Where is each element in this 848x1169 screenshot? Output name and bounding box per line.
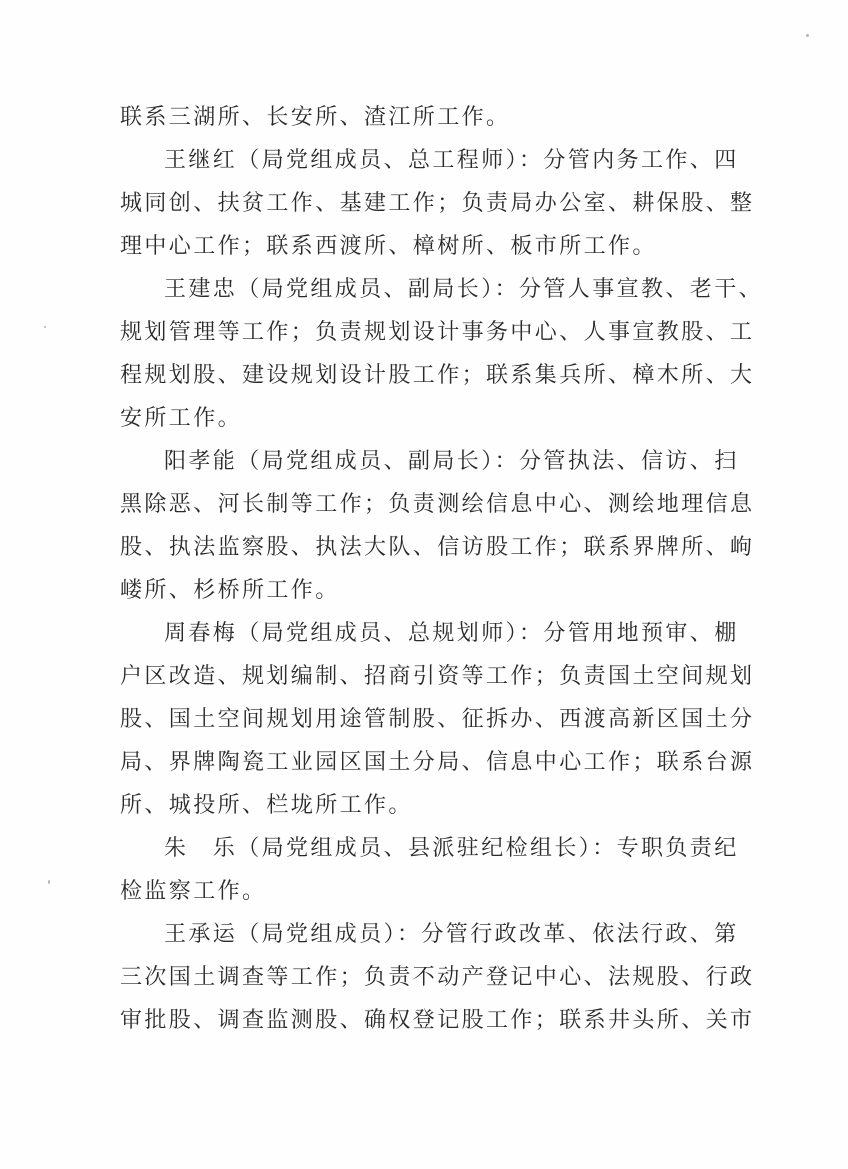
scan-speck — [44, 326, 46, 328]
text-line: 局、界牌陶瓷工业园区国土分局、信息中心工作；联系台源 — [120, 750, 755, 775]
paragraph-start-line: 周春梅（局党组成员、总规划师）：分管用地预审、棚 — [164, 621, 739, 646]
text-line: 户区改造、规划编制、招商引资等工作；负责国土空间规划 — [120, 664, 755, 689]
text-line: 三次国土调查等工作；负责不动产登记中心、法规股、行政 — [120, 965, 755, 990]
text-line: 规划管理等工作；负责规划设计事务中心、人事宣教股、工 — [120, 320, 755, 345]
text-line: 股、国土空间规划用途管制股、征拆办、西渡高新区国土分 — [120, 707, 755, 732]
text-line: 安所工作。 — [120, 406, 243, 431]
paragraph-start-line: 阳孝能（局党组成员、副局长）：分管执法、信访、扫 — [164, 449, 739, 474]
text-line: 检监察工作。 — [120, 879, 267, 904]
document-body — [120, 96, 764, 1042]
text-line: 嵝所、杉桥所工作。 — [120, 578, 340, 603]
text-line: 程规划股、建设规划设计股工作；联系集兵所、樟木所、大 — [120, 363, 755, 388]
text-line: 理中心工作；联系西渡所、樟树所、板市所工作。 — [120, 234, 657, 259]
scan-speck — [48, 880, 50, 884]
paragraph-start-line: 王承运（局党组成员）：分管行政改革、依法行政、第 — [164, 922, 739, 947]
text-line: 黑除恶、河长制等工作；负责测绘信息中心、测绘地理信息 — [120, 492, 755, 517]
paragraph-start-line: 朱 乐（局党组成员、县派驻纪检组长）：专职负责纪 — [164, 836, 739, 861]
text-line: 城同创、扶贫工作、基建工作；负责局办公室、耕保股、整 — [120, 191, 755, 216]
scan-speck — [806, 34, 809, 37]
text-line: 股、执法监察股、执法大队、信访股工作；联系界牌所、岣 — [120, 535, 755, 560]
text-line: 所、城投所、栏垅所工作。 — [120, 793, 413, 818]
paragraph-start-line: 王建忠（局党组成员、副局长）：分管人事宣教、老干、 — [164, 277, 764, 302]
text-line: 审批股、调查监测股、确权登记股工作；联系井头所、关市 — [120, 1008, 755, 1033]
paragraph-start-line: 王继红（局党组成员、总工程师）：分管内务工作、四 — [164, 148, 739, 173]
text-line: 联系三湖所、长安所、渣江所工作。 — [120, 105, 511, 130]
